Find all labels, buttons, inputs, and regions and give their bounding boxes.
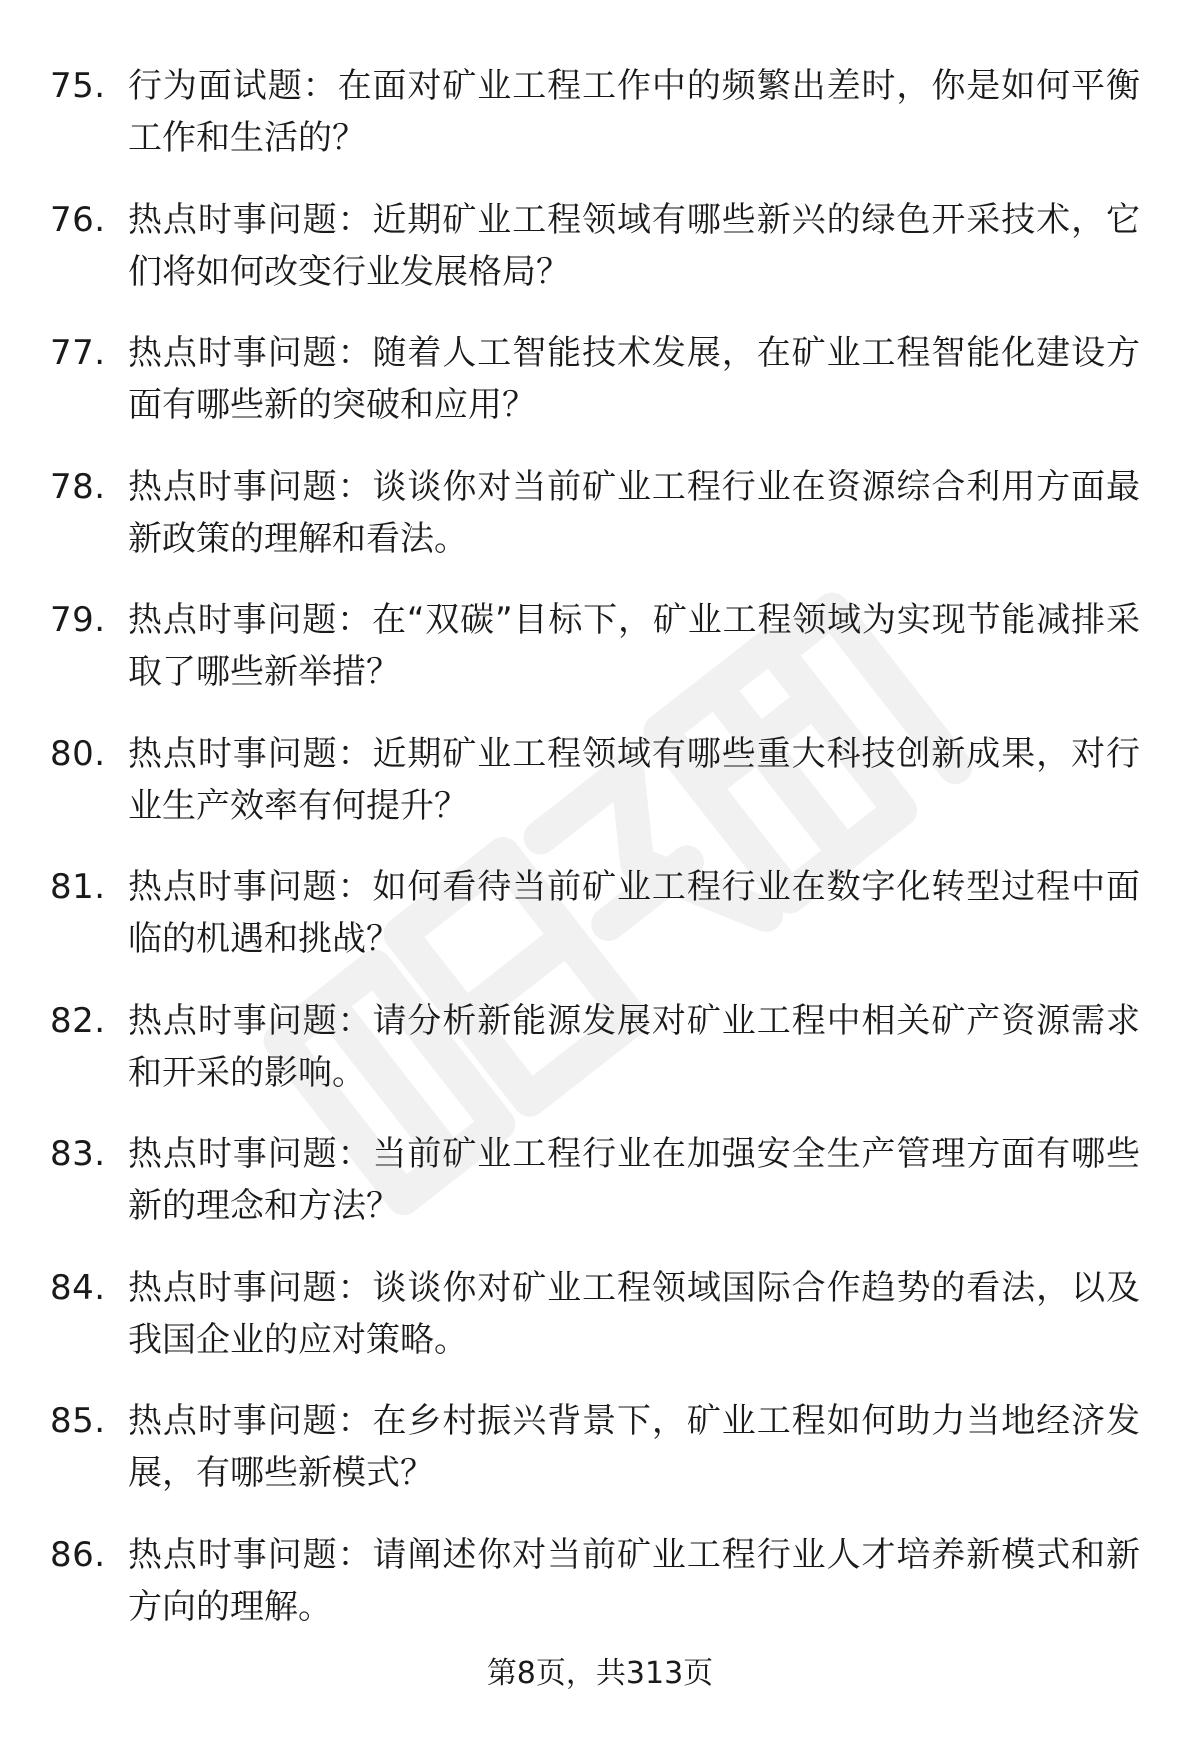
question-number: 82.	[50, 1000, 106, 1041]
question-text: 热点时事问题：谈谈你对当前矿业工程行业在资源综合利用方面最新政策的理解和看法。	[128, 466, 1140, 559]
question-item	[50, 60, 1140, 164]
question-number: 78.	[50, 466, 106, 507]
question-number: 81.	[50, 867, 106, 907]
question-list	[50, 60, 1140, 1662]
question-text: 行为面试题：在面对矿业工程工作中的频繁出差时，你是如何平衡工作和生活的？	[128, 66, 1140, 158]
question-number: 75.	[50, 66, 106, 106]
question-number: 76.	[50, 199, 106, 240]
question-text: 热点时事问题：当前矿业工程行业在加强安全生产管理方面有哪些新的理念和方法？	[128, 1134, 1140, 1226]
question-item	[50, 1529, 1140, 1633]
question-number: 83.	[50, 1134, 106, 1174]
page-number-footer: 第8页，共313页	[486, 1656, 714, 1691]
question-number: 80.	[50, 733, 106, 774]
question-text: 热点时事问题：在“双碳”目标下，矿业工程领域为实现节能减排采取了哪些新举措？	[128, 600, 1140, 692]
question-text: 热点时事问题：在乡村振兴背景下，矿业工程如何助力当地经济发展，有哪些新模式？	[128, 1401, 1140, 1493]
question-text: 热点时事问题：近期矿业工程领域有哪些重大科技创新成果，对行业生产效率有何提升？	[128, 733, 1140, 826]
question-item	[50, 194, 1140, 298]
question-text: 热点时事问题：随着人工智能技术发展，在矿业工程智能化建设方面有哪些新的突破和应用？	[128, 333, 1140, 425]
question-item	[50, 327, 1140, 431]
question-item	[50, 461, 1140, 565]
question-number: 86.	[50, 1534, 106, 1575]
question-item	[50, 1395, 1140, 1499]
question-text: 热点时事问题：如何看待当前矿业工程行业在数字化转型过程中面临的机遇和挑战？	[128, 867, 1140, 959]
question-number: 79.	[50, 600, 106, 640]
question-item	[50, 995, 1140, 1099]
question-text: 热点时事问题：近期矿业工程领域有哪些新兴的绿色开采技术，它们将如何改变行业发展格局？	[128, 199, 1140, 292]
question-item	[50, 594, 1140, 698]
question-item	[50, 1262, 1140, 1366]
question-item	[50, 728, 1140, 832]
question-text: 热点时事问题：请阐述你对当前矿业工程行业人才培养新模式和新方向的理解。	[128, 1534, 1140, 1627]
question-text: 热点时事问题：请分析新能源发展对矿业工程中相关矿产资源需求和开采的影响。	[128, 1000, 1140, 1093]
question-item	[50, 1128, 1140, 1232]
question-text: 热点时事问题：谈谈你对矿业工程领域国际合作趋势的看法，以及我国企业的应对策略。	[128, 1267, 1140, 1360]
question-number: 77.	[50, 333, 106, 373]
question-number: 85.	[50, 1401, 106, 1441]
question-number: 84.	[50, 1267, 106, 1308]
question-item	[50, 861, 1140, 965]
